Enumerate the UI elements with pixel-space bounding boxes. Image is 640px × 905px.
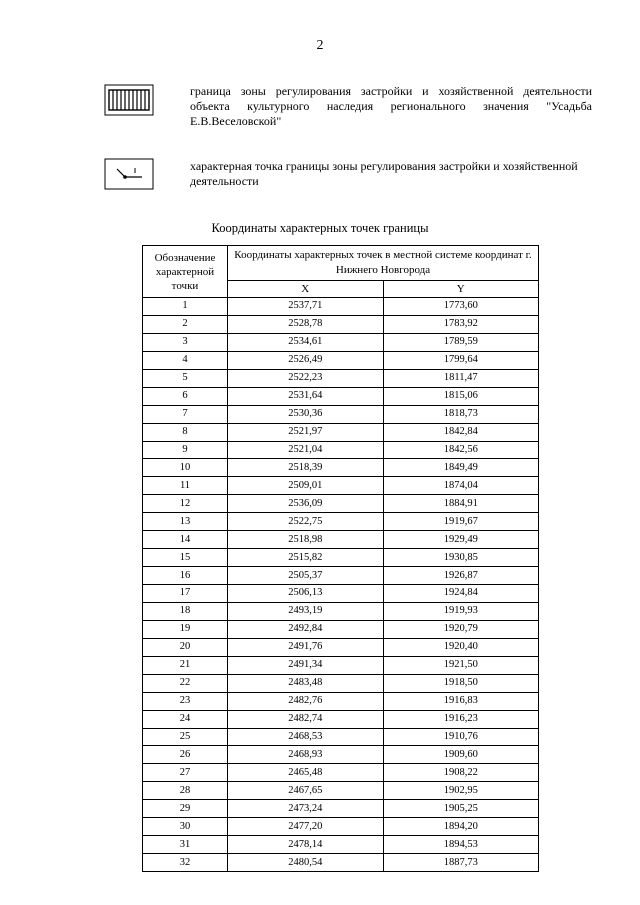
table-row <box>143 477 539 495</box>
point-number-cell: 15 <box>143 549 228 567</box>
x-coordinate-cell: 2478,14 <box>228 836 384 854</box>
x-coordinate-cell: 2493,19 <box>228 602 384 620</box>
point-number-cell: 4 <box>143 351 228 369</box>
table-row <box>143 567 539 585</box>
y-coordinate-cell: 1773,60 <box>383 298 539 316</box>
point-number-cell: 8 <box>143 423 228 441</box>
point-number-cell: 24 <box>143 710 228 728</box>
x-coordinate-cell: 2468,53 <box>228 728 384 746</box>
y-coordinate-cell: 1916,23 <box>383 710 539 728</box>
y-coordinate-cell: 1887,73 <box>383 854 539 872</box>
x-coordinate-cell: 2536,09 <box>228 495 384 513</box>
y-coordinate-cell: 1874,04 <box>383 477 539 495</box>
point-number-cell: 20 <box>143 638 228 656</box>
x-coordinate-cell: 2492,84 <box>228 620 384 638</box>
x-coordinate-cell: 2521,97 <box>228 423 384 441</box>
legend-text-boundary: граница зоны регулирования застройки и хозяйственной деятельности объекта культурного наследия регионального значения "Усадьба Е.В.Веселовской" <box>190 84 592 128</box>
x-coordinate-cell: 2509,01 <box>228 477 384 495</box>
y-coordinate-cell: 1849,49 <box>383 459 539 477</box>
y-coordinate-cell: 1919,67 <box>383 513 539 531</box>
y-coordinate-cell: 1811,47 <box>383 369 539 387</box>
x-coordinate-cell: 2468,93 <box>228 746 384 764</box>
table-row <box>143 620 539 638</box>
x-coordinate-cell: 2534,61 <box>228 333 384 351</box>
table-row <box>143 764 539 782</box>
x-coordinate-cell: 2526,49 <box>228 351 384 369</box>
y-coordinate-cell: 1902,95 <box>383 782 539 800</box>
point-number-cell: 17 <box>143 585 228 603</box>
table-row <box>143 602 539 620</box>
table-row <box>143 513 539 531</box>
y-coordinate-cell: 1920,79 <box>383 620 539 638</box>
table-row <box>143 585 539 603</box>
point-number-cell: 14 <box>143 531 228 549</box>
point-number-cell: 22 <box>143 674 228 692</box>
y-coordinate-cell: 1894,53 <box>383 836 539 854</box>
x-coordinate-cell: 2506,13 <box>228 585 384 603</box>
y-coordinate-cell: 1924,84 <box>383 585 539 603</box>
point-number-cell: 26 <box>143 746 228 764</box>
y-coordinate-cell: 1905,25 <box>383 800 539 818</box>
x-coordinate-cell: 2528,78 <box>228 315 384 333</box>
point-number-cell: 30 <box>143 818 228 836</box>
point-number-cell: 6 <box>143 387 228 405</box>
table-row <box>143 298 539 316</box>
table-row <box>143 495 539 513</box>
point-number-cell: 19 <box>143 620 228 638</box>
point-number-cell: 25 <box>143 728 228 746</box>
x-coordinate-cell: 2531,64 <box>228 387 384 405</box>
x-coordinate-cell: 2518,39 <box>228 459 384 477</box>
characteristic-point-icon <box>104 158 154 190</box>
x-coordinate-cell: 2467,65 <box>228 782 384 800</box>
coordinates-table <box>142 245 539 872</box>
table-row <box>143 459 539 477</box>
y-coordinate-cell: 1884,91 <box>383 495 539 513</box>
point-number-cell: 5 <box>143 369 228 387</box>
y-coordinate-cell: 1783,92 <box>383 315 539 333</box>
y-coordinate-cell: 1919,93 <box>383 602 539 620</box>
point-number-cell: 32 <box>143 854 228 872</box>
x-coordinate-cell: 2483,48 <box>228 674 384 692</box>
point-number-cell: 7 <box>143 405 228 423</box>
point-number-cell: 10 <box>143 459 228 477</box>
table-row <box>143 423 539 441</box>
x-coordinate-cell: 2482,74 <box>228 710 384 728</box>
point-number-cell: 12 <box>143 495 228 513</box>
table-row <box>143 387 539 405</box>
table-row <box>143 674 539 692</box>
point-number-cell: 13 <box>143 513 228 531</box>
table-row <box>143 333 539 351</box>
table-row <box>143 710 539 728</box>
x-coordinate-cell: 2522,23 <box>228 369 384 387</box>
table-row <box>143 405 539 423</box>
header-coords: Координаты характерных точек в местной системе координат г. Нижнего Новгорода <box>228 246 539 281</box>
y-coordinate-cell: 1920,40 <box>383 638 539 656</box>
y-coordinate-cell: 1929,49 <box>383 531 539 549</box>
x-coordinate-cell: 2473,24 <box>228 800 384 818</box>
x-coordinate-cell: 2521,04 <box>228 441 384 459</box>
y-coordinate-cell: 1894,20 <box>383 818 539 836</box>
y-coordinate-cell: 1918,50 <box>383 674 539 692</box>
point-number-cell: 2 <box>143 315 228 333</box>
table-row <box>143 638 539 656</box>
point-number-cell: 9 <box>143 441 228 459</box>
y-coordinate-cell: 1930,85 <box>383 549 539 567</box>
x-coordinate-cell: 2491,34 <box>228 656 384 674</box>
x-coordinate-cell: 2505,37 <box>228 567 384 585</box>
table-row <box>143 728 539 746</box>
table-row <box>143 441 539 459</box>
table-row <box>143 800 539 818</box>
table-row <box>143 818 539 836</box>
y-coordinate-cell: 1910,76 <box>383 728 539 746</box>
table-row <box>143 351 539 369</box>
x-coordinate-cell: 2522,75 <box>228 513 384 531</box>
page-number: 2 <box>316 38 324 53</box>
y-coordinate-cell: 1908,22 <box>383 764 539 782</box>
header-x: X <box>228 281 384 298</box>
y-coordinate-cell: 1926,87 <box>383 567 539 585</box>
x-coordinate-cell: 2491,76 <box>228 638 384 656</box>
point-number-cell: 27 <box>143 764 228 782</box>
x-coordinate-cell: 2537,71 <box>228 298 384 316</box>
boundary-hatch-icon <box>104 84 154 116</box>
point-number-cell: 1 <box>143 298 228 316</box>
point-number-cell: 28 <box>143 782 228 800</box>
table-row <box>143 746 539 764</box>
table-body <box>143 298 539 872</box>
y-coordinate-cell: 1815,06 <box>383 387 539 405</box>
table-row <box>143 531 539 549</box>
y-coordinate-cell: 1789,59 <box>383 333 539 351</box>
table-row <box>143 692 539 710</box>
point-number-cell: 3 <box>143 333 228 351</box>
x-coordinate-cell: 2515,82 <box>228 549 384 567</box>
table-row <box>143 315 539 333</box>
y-coordinate-cell: 1909,60 <box>383 746 539 764</box>
point-number-cell: 16 <box>143 567 228 585</box>
table-row <box>143 782 539 800</box>
y-coordinate-cell: 1842,84 <box>383 423 539 441</box>
y-coordinate-cell: 1916,83 <box>383 692 539 710</box>
table-row <box>143 369 539 387</box>
y-coordinate-cell: 1799,64 <box>383 351 539 369</box>
point-number-cell: 11 <box>143 477 228 495</box>
y-coordinate-cell: 1921,50 <box>383 656 539 674</box>
table-row <box>143 549 539 567</box>
legend-text-point: характерная точка границы зоны регулирования застройки и хозяйственной деятельности <box>190 159 578 188</box>
table-row <box>143 854 539 872</box>
x-coordinate-cell: 2465,48 <box>228 764 384 782</box>
y-coordinate-cell: 1818,73 <box>383 405 539 423</box>
x-coordinate-cell: 2482,76 <box>228 692 384 710</box>
point-number-cell: 31 <box>143 836 228 854</box>
header-y: Y <box>383 281 539 298</box>
x-coordinate-cell: 2477,20 <box>228 818 384 836</box>
point-number-cell: 29 <box>143 800 228 818</box>
x-coordinate-cell: 2530,36 <box>228 405 384 423</box>
point-number-cell: 23 <box>143 692 228 710</box>
x-coordinate-cell: 2518,98 <box>228 531 384 549</box>
x-coordinate-cell: 2480,54 <box>228 854 384 872</box>
table-row <box>143 836 539 854</box>
table-caption: Координаты характерных точек границы <box>211 221 429 235</box>
point-number-cell: 21 <box>143 656 228 674</box>
point-number-cell: 18 <box>143 602 228 620</box>
header-point: Обозначение характерной точки <box>143 246 228 298</box>
y-coordinate-cell: 1842,56 <box>383 441 539 459</box>
table-row <box>143 656 539 674</box>
